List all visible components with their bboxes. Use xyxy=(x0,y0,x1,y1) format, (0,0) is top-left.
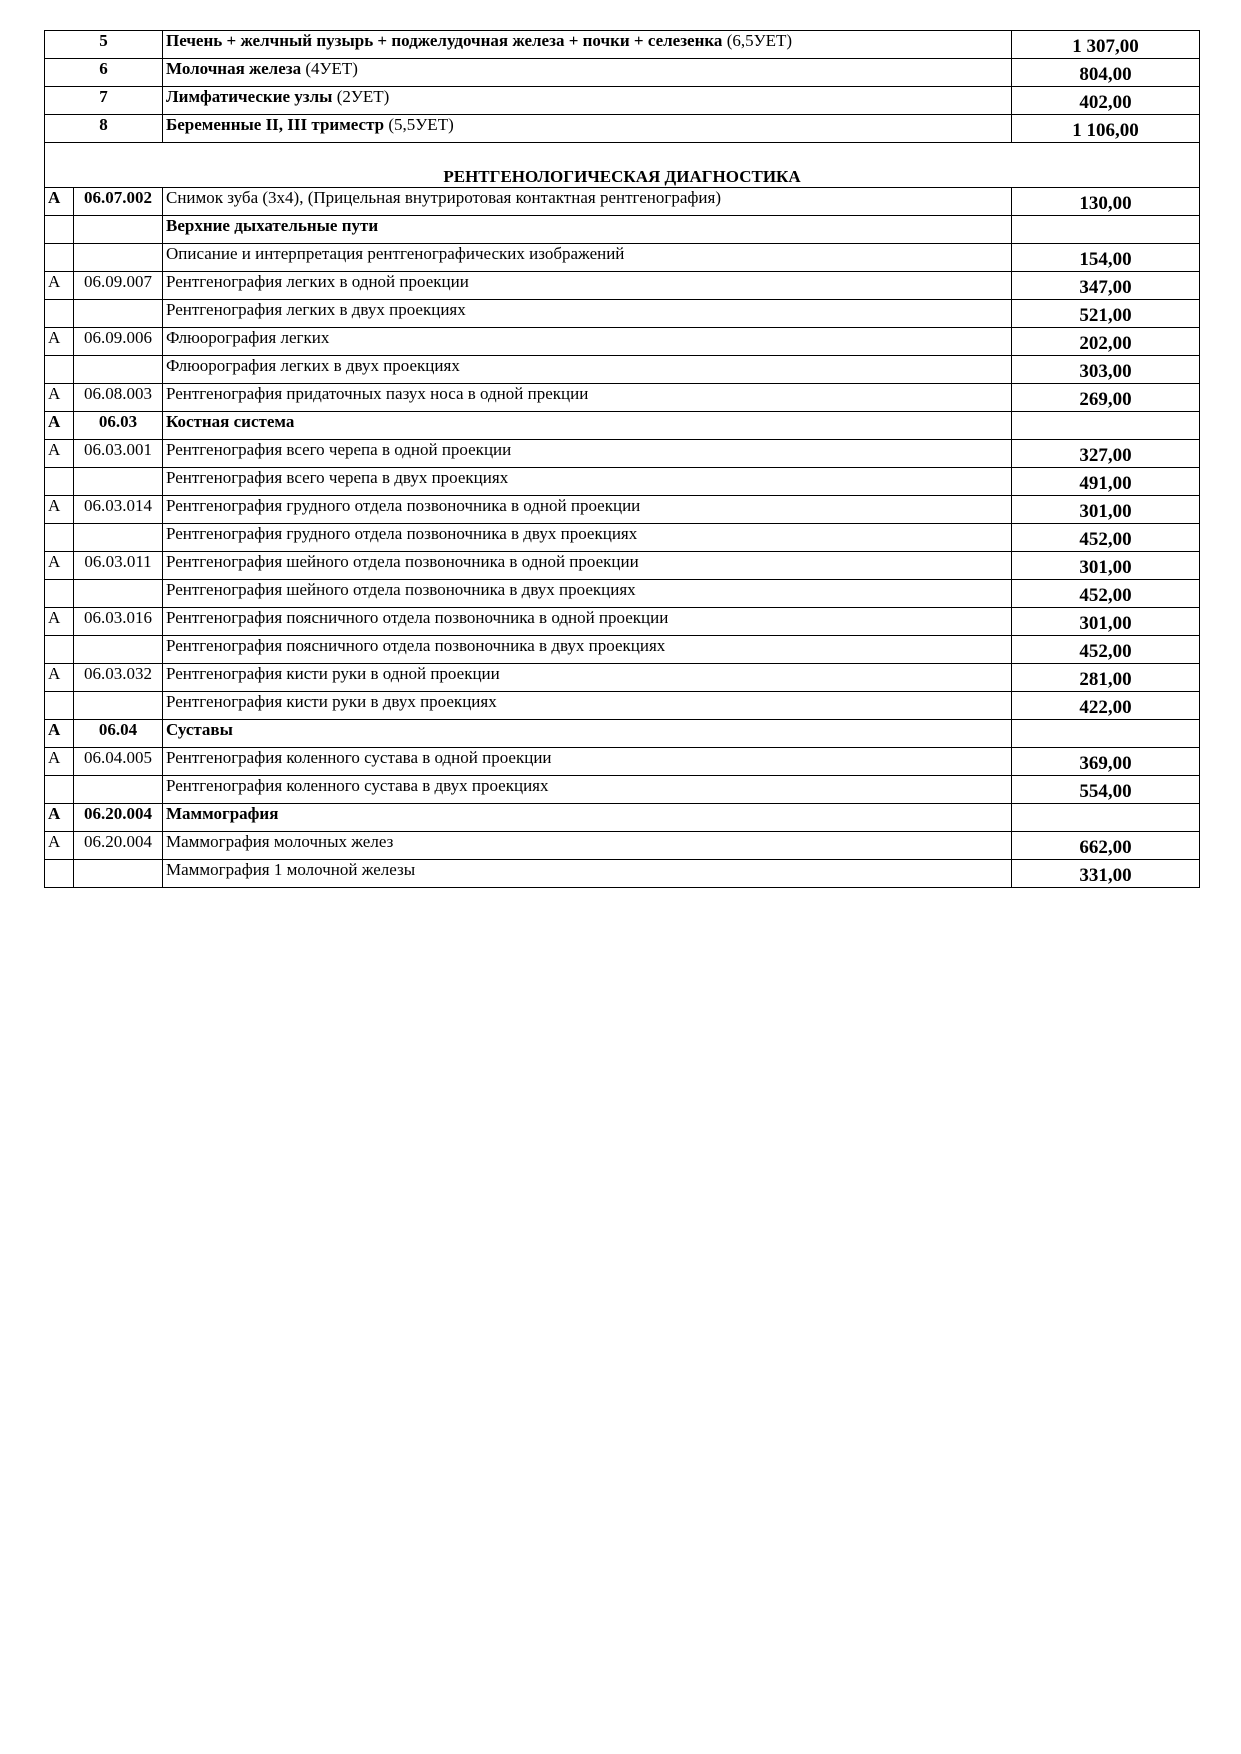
service-code xyxy=(74,244,163,272)
service-row xyxy=(45,188,1200,216)
service-letter: А xyxy=(45,664,74,692)
service-code xyxy=(74,216,163,244)
service-price: 369,00 xyxy=(1012,748,1200,776)
service-row xyxy=(45,496,1200,524)
service-row xyxy=(45,552,1200,580)
service-price: 1 106,00 xyxy=(1012,115,1200,143)
service-price xyxy=(1012,804,1200,832)
service-code: 06.03.014 xyxy=(74,496,163,524)
service-name-bold: Лимфатические узлы xyxy=(166,87,333,106)
service-code: 06.09.007 xyxy=(74,272,163,300)
service-row xyxy=(45,636,1200,664)
service-code xyxy=(74,468,163,496)
service-letter: А xyxy=(45,720,74,748)
service-units: (6,5УЕТ) xyxy=(722,31,793,50)
service-row xyxy=(45,580,1200,608)
service-letter: А xyxy=(45,384,74,412)
service-letter: А xyxy=(45,804,74,832)
service-letter: А xyxy=(45,832,74,860)
service-code: 06.03.032 xyxy=(74,664,163,692)
service-code: 06.20.004 xyxy=(74,804,163,832)
service-code: 06.04 xyxy=(74,720,163,748)
service-name: Рентгенография грудного отдела позвоночника в двух проекциях xyxy=(163,524,1012,552)
ultrasound-row xyxy=(45,115,1200,143)
section-row xyxy=(45,143,1200,188)
service-row xyxy=(45,860,1200,888)
service-letter xyxy=(45,860,74,888)
service-letter: А xyxy=(45,496,74,524)
row-number: 5 xyxy=(45,31,163,59)
service-letter xyxy=(45,356,74,384)
service-price: 452,00 xyxy=(1012,580,1200,608)
service-name: Рентгенография кисти руки в одной проекции xyxy=(163,664,1012,692)
service-letter xyxy=(45,776,74,804)
service-letter xyxy=(45,524,74,552)
service-letter: А xyxy=(45,188,74,216)
service-units: (5,5УЕТ) xyxy=(384,115,454,134)
service-letter xyxy=(45,692,74,720)
service-name xyxy=(163,87,1012,115)
service-letter xyxy=(45,244,74,272)
service-name xyxy=(163,31,1012,59)
row-number: 6 xyxy=(45,59,163,87)
service-name: Рентгенография поясничного отдела позвоночника в двух проекциях xyxy=(163,636,1012,664)
service-name: Флюорография легких в двух проекциях xyxy=(163,356,1012,384)
service-price: 452,00 xyxy=(1012,524,1200,552)
service-letter: А xyxy=(45,552,74,580)
service-name xyxy=(163,115,1012,143)
service-row xyxy=(45,328,1200,356)
group-title: Костная система xyxy=(163,412,1012,440)
service-letter xyxy=(45,216,74,244)
service-price: 662,00 xyxy=(1012,832,1200,860)
service-name xyxy=(163,59,1012,87)
group-title: Верхние дыхательные пути xyxy=(163,216,1012,244)
service-price: 301,00 xyxy=(1012,496,1200,524)
service-code: 06.03 xyxy=(74,412,163,440)
service-letter: А xyxy=(45,412,74,440)
section-title: РЕНТГЕНОЛОГИЧЕСКАЯ ДИАГНОСТИКА xyxy=(45,143,1200,188)
service-row xyxy=(45,608,1200,636)
service-row xyxy=(45,300,1200,328)
service-name: Рентгенография легких в двух проекциях xyxy=(163,300,1012,328)
service-name: Рентгенография кисти руки в двух проекциях xyxy=(163,692,1012,720)
service-letter: А xyxy=(45,272,74,300)
service-letter xyxy=(45,468,74,496)
service-units: (4УЕТ) xyxy=(301,59,358,78)
service-price: 422,00 xyxy=(1012,692,1200,720)
service-price: 301,00 xyxy=(1012,552,1200,580)
service-name: Флюорография легких xyxy=(163,328,1012,356)
service-code: 06.08.003 xyxy=(74,384,163,412)
service-price: 804,00 xyxy=(1012,59,1200,87)
service-row xyxy=(45,664,1200,692)
service-code xyxy=(74,692,163,720)
service-code: 06.03.011 xyxy=(74,552,163,580)
service-name: Рентгенография шейного отдела позвоночника в одной проекции xyxy=(163,552,1012,580)
service-code: 06.09.006 xyxy=(74,328,163,356)
group-header-row xyxy=(45,216,1200,244)
group-header-row xyxy=(45,720,1200,748)
group-header-row xyxy=(45,804,1200,832)
service-name: Рентгенография всего черепа в двух проекциях xyxy=(163,468,1012,496)
price-table xyxy=(44,30,1200,888)
service-name: Описание и интерпретация рентгенографических изображений xyxy=(163,244,1012,272)
service-name: Рентгенография поясничного отдела позвоночника в одной проекции xyxy=(163,608,1012,636)
service-price: 130,00 xyxy=(1012,188,1200,216)
service-name-bold: Беременные II, III триместр xyxy=(166,115,385,134)
service-price: 202,00 xyxy=(1012,328,1200,356)
service-price xyxy=(1012,412,1200,440)
service-row xyxy=(45,692,1200,720)
service-row xyxy=(45,776,1200,804)
service-row xyxy=(45,356,1200,384)
service-name-bold: Печень + желчный пузырь + поджелудочная железа + почки + селезенка xyxy=(166,31,723,50)
service-price: 521,00 xyxy=(1012,300,1200,328)
service-letter: А xyxy=(45,608,74,636)
service-name: Снимок зуба (3х4), (Прицельная внутриротовая контактная рентгенография) xyxy=(163,188,1012,216)
service-code xyxy=(74,524,163,552)
ultrasound-row xyxy=(45,87,1200,115)
service-letter xyxy=(45,580,74,608)
service-letter: А xyxy=(45,440,74,468)
group-title: Суставы xyxy=(163,720,1012,748)
service-code xyxy=(74,356,163,384)
service-name: Рентгенография коленного сустава в одной проекции xyxy=(163,748,1012,776)
service-price: 281,00 xyxy=(1012,664,1200,692)
service-name: Рентгенография придаточных пазух носа в одной прекции xyxy=(163,384,1012,412)
service-price: 303,00 xyxy=(1012,356,1200,384)
service-price: 402,00 xyxy=(1012,87,1200,115)
service-name: Маммография молочных желез xyxy=(163,832,1012,860)
service-letter xyxy=(45,636,74,664)
service-name: Рентгенография легких в одной проекции xyxy=(163,272,1012,300)
service-price: 347,00 xyxy=(1012,272,1200,300)
service-price: 154,00 xyxy=(1012,244,1200,272)
service-price: 301,00 xyxy=(1012,608,1200,636)
service-row xyxy=(45,244,1200,272)
service-code: 06.03.016 xyxy=(74,608,163,636)
row-number: 8 xyxy=(45,115,163,143)
service-row xyxy=(45,832,1200,860)
service-price: 1 307,00 xyxy=(1012,31,1200,59)
service-name-bold: Молочная железа xyxy=(166,59,302,78)
service-code xyxy=(74,580,163,608)
service-letter: А xyxy=(45,328,74,356)
service-price: 269,00 xyxy=(1012,384,1200,412)
service-code xyxy=(74,776,163,804)
service-price: 554,00 xyxy=(1012,776,1200,804)
service-code: 06.20.004 xyxy=(74,832,163,860)
service-name: Рентгенография шейного отдела позвоночника в двух проекциях xyxy=(163,580,1012,608)
group-header-row xyxy=(45,412,1200,440)
service-code: 06.03.001 xyxy=(74,440,163,468)
ultrasound-row xyxy=(45,31,1200,59)
service-price xyxy=(1012,216,1200,244)
service-code: 06.04.005 xyxy=(74,748,163,776)
service-price: 331,00 xyxy=(1012,860,1200,888)
group-title: Маммография xyxy=(163,804,1012,832)
service-name: Маммография 1 молочной железы xyxy=(163,860,1012,888)
service-price: 327,00 xyxy=(1012,440,1200,468)
service-row xyxy=(45,468,1200,496)
service-units: (2УЕТ) xyxy=(332,87,390,106)
service-row xyxy=(45,384,1200,412)
service-price xyxy=(1012,720,1200,748)
row-number: 7 xyxy=(45,87,163,115)
service-price: 452,00 xyxy=(1012,636,1200,664)
service-name: Рентгенография коленного сустава в двух проекциях xyxy=(163,776,1012,804)
service-row xyxy=(45,524,1200,552)
ultrasound-row xyxy=(45,59,1200,87)
service-code xyxy=(74,300,163,328)
service-name: Рентгенография грудного отдела позвоночника в одной проекции xyxy=(163,496,1012,524)
service-row xyxy=(45,272,1200,300)
service-letter: А xyxy=(45,748,74,776)
service-code xyxy=(74,860,163,888)
service-row xyxy=(45,440,1200,468)
service-price: 491,00 xyxy=(1012,468,1200,496)
service-letter xyxy=(45,300,74,328)
service-code xyxy=(74,636,163,664)
price-table-body xyxy=(45,31,1200,888)
service-name: Рентгенография всего черепа в одной проекции xyxy=(163,440,1012,468)
service-row xyxy=(45,748,1200,776)
service-code: 06.07.002 xyxy=(74,188,163,216)
